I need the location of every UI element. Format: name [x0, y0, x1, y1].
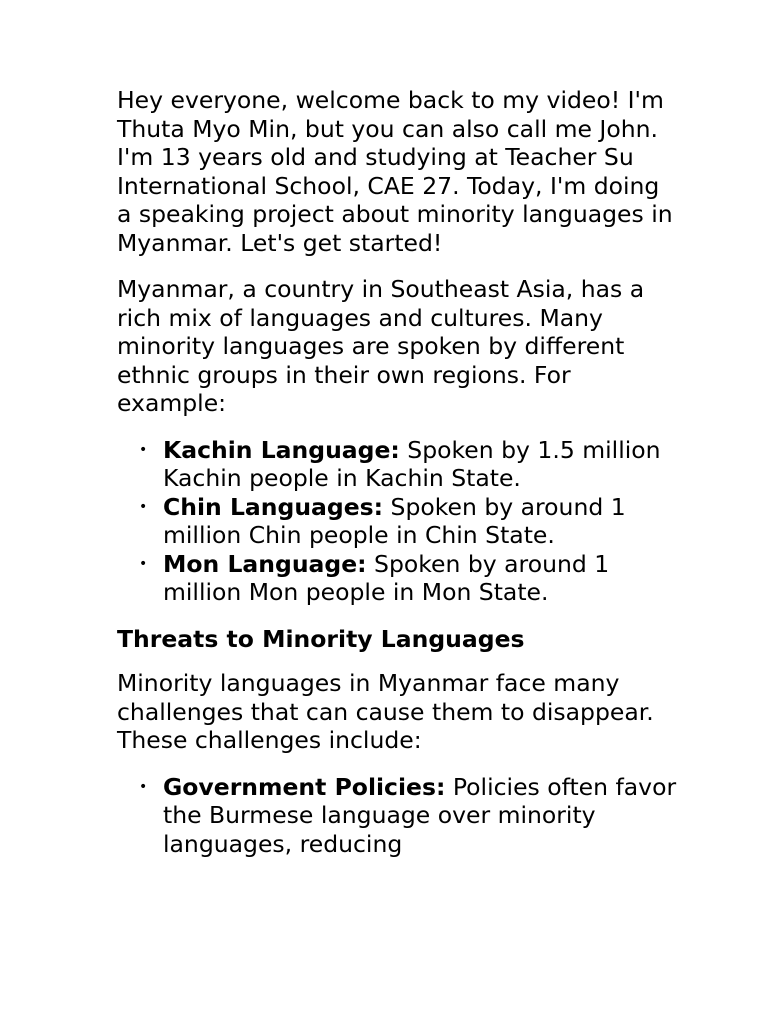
threats-list [117, 773, 677, 859]
list-item-text: Spoken by around 1 million Chin people in Chin State. [163, 492, 626, 549]
intro-paragraph: Hey everyone, welcome back to my video! I'm Thuta Myo Min, but you can also call me John. I'm 13 years old and studying at Teacher Su International School, CAE 27. Today, I'm doing a speaking project about minority languages in Myanmar. Let's get started! [117, 86, 673, 257]
bullet-icon: • [139, 778, 148, 795]
list-item [117, 436, 677, 493]
document-page [117, 86, 677, 876]
list-item [117, 493, 677, 550]
context-paragraph: Myanmar, a country in Southeast Asia, has a rich mix of languages and cultures. Many minority languages are spoken by different ethnic groups in their own regions. For example: [117, 275, 645, 417]
list-item [117, 550, 677, 607]
threats-intro-paragraph: Minority languages in Myanmar face many challenges that can cause them to disappear. These challenges include: [117, 669, 654, 754]
threats-heading: Threats to Minority Languages [117, 624, 525, 653]
bullet-icon: • [139, 555, 148, 572]
list-item-text: Spoken by 1.5 million Kachin people in Kachin State. [163, 435, 661, 492]
list-item-text: Policies often favor the Burmese language over minority languages, reducing [163, 772, 677, 858]
list-item-term: Kachin Language: [163, 435, 400, 464]
bullet-icon: • [139, 441, 148, 458]
bullet-icon: • [139, 498, 148, 515]
list-item-text: Spoken by around 1 million Mon people in Mon State. [163, 549, 610, 606]
languages-list [117, 436, 677, 607]
list-item-term: Chin Languages: [163, 492, 384, 521]
list-item-term: Mon Language: [163, 549, 367, 578]
list-item-term: Government Policies: [163, 772, 446, 801]
list-item [117, 773, 677, 859]
